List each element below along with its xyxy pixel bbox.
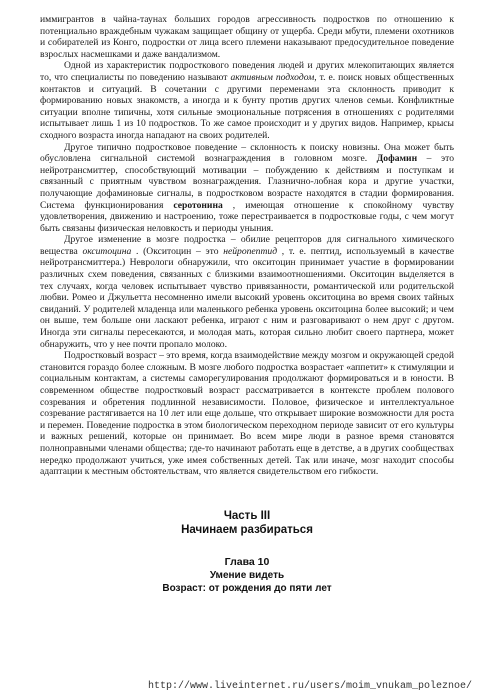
paragraph-2 xyxy=(40,60,454,141)
paragraph-2-text: Одной из характеристик подросткового поведения людей и других млекопитающих является то, что специалисты по поведению называют xyxy=(40,60,454,83)
paragraph-4-rest: , т. е. пептид, используемый в качестве нейротрансмиттера.) Неврологи обнаружили, что окситоцин принимает участие в формировании различных схем поведения, связанных с близкими взаимоотношениями. Окситоцин выделяется в тех случаях, когда человек испытывает чувство привязанности, романтической или родительской любви. Ромео и Джульетта несомненно имели высокий уровень окситоцина во время своих тайных свиданий. У родителей младенца или маленького ребенка уровень окситоцина более высокий; и чем он выше, тем больше они ласкают ребенка, играют с ним и разговаривают о нем друг с другом. Иногда эти сигналы пересекаются, и молодая мать, которая сильно любит своего партнера, может обнаружить, что у нее почти пропало молоко. xyxy=(40,245,454,350)
paragraph-3-rest: – это нейротрансмиттер, способствующий мотивации – побуждению к действиям и поступкам и связанный с приятным чувством вознаграждения. Глазнично-лобная кора и другие участки, получающие дофаминовые сигналы, в подростковом возрасте находятся в стадии формирования. Система функционирования xyxy=(40,153,454,211)
paragraph-5-text: Подростковый возраст – это время, когда взаимодействие между мозгом и окружающей средой становится гораздо более сложным. В мозге любого подростка возрастает «аппетит» к стимуляции и социальным контактам, а системы саморегулирования продолжают формироваться и в юности. В современном обществе подростковый возраст рассматривается в контексте проблем полового созревания и обретения подлинной независимости. Половое, физическое и интеллектуальное созревание растягивается на 10 лет или еще дольше, что открывает широкие возможности для роста и перемен. Поведение подростка в этом биологическом переходном периоде зависит от его культуры и важных решений, которые он принимает. Во всем мире люди в разное время становятся полноправными членами общества; где-то начинают работать еще в детстве, а в других сообществах нередко продолжают учиться, уже имея собственных детей. Так или иначе, мозг находит способы адаптации к местным обстоятельствам, что является свидетельством его гибкости. xyxy=(40,350,454,478)
term-oxytocin: окситоцина xyxy=(82,245,132,257)
paragraph-1 xyxy=(40,14,454,60)
term-neuropeptide: нейропептид xyxy=(223,245,278,257)
term-serotonin: серотонина xyxy=(173,199,223,211)
chapter-heading xyxy=(40,556,454,595)
paragraph-1-text: иммигрантов в чайна-таунах больших городов агрессивность подростков по отношению к потенциально враждебным чужакам защищает общину от ущерба. Среди мбути, племени охотников и собирателей из Конго, подростки от лица всего племени наказывают предосудительное поведение взрослых насмешками и даже вандализмом. xyxy=(40,14,454,60)
paragraph-5 xyxy=(40,350,454,478)
part-heading xyxy=(40,509,454,538)
chapter-label: Глава 10 xyxy=(224,555,270,568)
term-active-approach: активным подходом xyxy=(230,71,315,83)
paragraph-3 xyxy=(40,142,454,235)
paragraph-4-mid: . (Окситоцин – это xyxy=(131,245,219,257)
footer-url[interactable]: http://www.liveinternet.ru/users/moim_vnukam_poleznoe/ xyxy=(147,681,472,692)
chapter-title: Умение видеть xyxy=(209,569,285,581)
chapter-subtitle: Возраст: от рождения до пяти лет xyxy=(162,582,332,594)
term-dopamine: Дофамин xyxy=(376,153,418,165)
paragraph-3-text: Другое типично подростковое поведение – склонность к поиску новизны. Она может быть обусловлена сигнальной системой вознаграждения в головном мозге. xyxy=(40,141,454,165)
paragraph-3-rest-2: , имеющая отношение к спокойному чувству удовлетворения, движению и настроению, тоже перестраивается в подростковые годы, с чем могут быть связаны физическая неловкость и периоды уныния. xyxy=(40,199,454,234)
part-label: Часть III xyxy=(223,509,271,522)
body-text xyxy=(40,14,454,478)
paragraph-4-text: Другое изменение в мозге подростка – обилие рецепторов для сигнального химического вещества xyxy=(40,234,454,257)
part-title: Начинаем разбираться xyxy=(181,523,313,536)
paragraph-2-rest: , т. е. поиск новых общественных контактов и ситуаций. В сочетании с другими переменами эта склонность приводит к формированию новых знакомств, а иногда и к бунту против других членов семьи. Конфликтные ситуации вполне типичны, хотя сильные эмоциональные потрясения в отношениях с родителями испытывает лишь 1 из 10 подростков. То же самое происходит и у других видов. Например, крысы сходного возраста иногда нападают на своих родителей. xyxy=(40,71,454,141)
paragraph-4 xyxy=(40,234,454,350)
